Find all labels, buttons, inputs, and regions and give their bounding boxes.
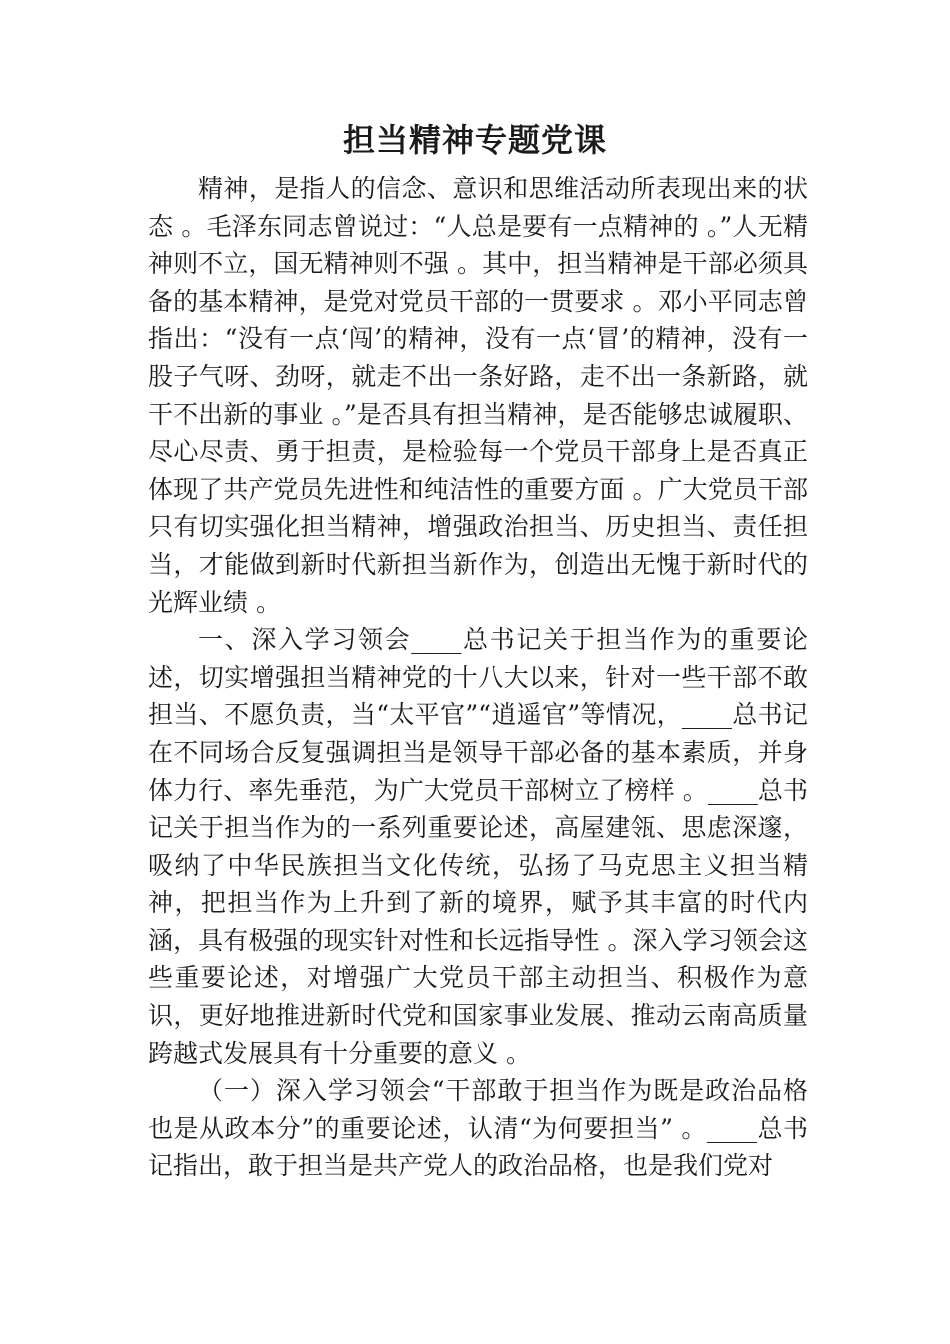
paragraph-subsection-1: （一）深入学习领会“干部敢于担当作为既是政治品格也是从政本分”的重要论述，认清“为何要担当” 。____总书记指出，敢于担当是共产党人的政治品格，也是我们党对 bbox=[148, 1076, 808, 1181]
document-title: 担当精神专题党课 bbox=[342, 121, 607, 159]
document-body bbox=[148, 170, 808, 1185]
paragraph-intro: 精神，是指人的信念、意识和思维活动所表现出来的状态 。毛泽东同志曾说过：“人总是要有一点精神的 。”人无精神则不立，国无精神则不强 。其中，担当精神是干部必须具备的基本精神，是党对党员干部的一贯要求 。邓小平同志曾指出：“没有一点‘闯’的精神，没有一点‘冒’的精神，没有一股子气呀、劲呀，就走不出一条好路，走不出一条新路，就干不出新的事业 。”是否具有担当精神，是否能够忠诚履职、尽心尽责、勇于担责，是检验每一个党员干部身上是否真正体现了共产党员先进性和纯洁性的重要方面 。广大党员干部只有切实强化担当精神，增强政治担当、历史担当、责任担当，才能做到新时代新担当新作为，创造出无愧于新时代的光辉业绩 。 bbox=[148, 174, 808, 617]
paragraph-section-1: 一、深入学习领会____总书记关于担当作为的重要论述，切实增强担当精神党的十八大以来，针对一些干部不敢担当、不愿负责，当“太平官”“逍遥官”等情况，____总书记在不同场合反复强调担当是领导干部必备的基本素质，并身体力行、率先垂范，为广大党员干部树立了榜样 。____总书记关于担当作为的一系列重要论述，高屋建瓴、思虑深邃，吸纳了中华民族担当文化传统，弘扬了马克思主义担当精神，把担当作为上升到了新的境界，赋予其丰富的时代内涵，具有极强的现实针对性和长远指导性 。深入学习领会这些重要论述，对增强广大党员干部主动担当、积极作为意识，更好地推进新时代党和国家事业发展、推动云南高质量跨越式发展具有十分重要的意义 。 bbox=[148, 625, 809, 1068]
